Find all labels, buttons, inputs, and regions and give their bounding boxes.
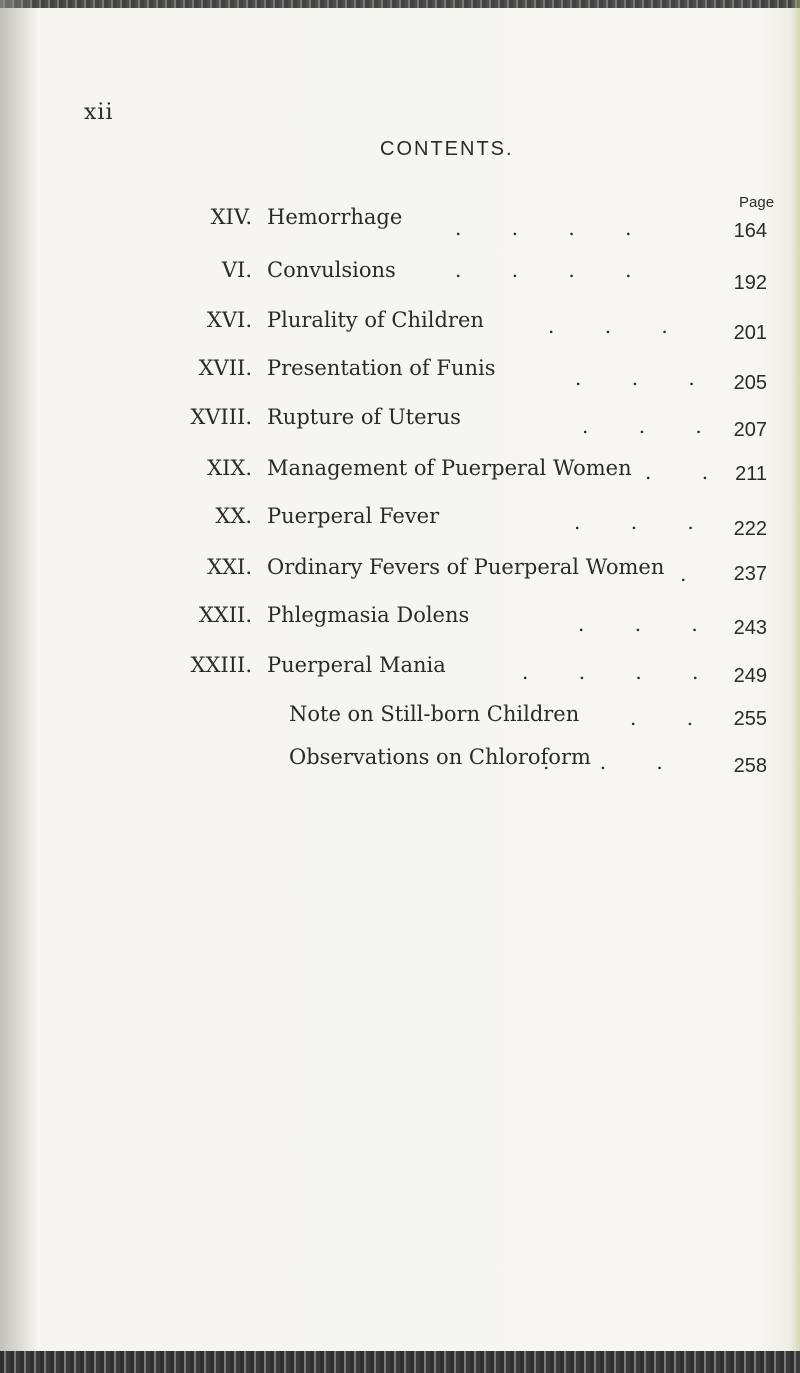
leader-dots: . . . . xyxy=(455,258,654,282)
leader-dots: . . xyxy=(645,460,731,484)
chapter-numeral: VI. xyxy=(221,258,252,282)
chapter-title: Rupture of Uterus xyxy=(267,405,461,429)
chapter-title: Puerperal Mania xyxy=(267,653,446,677)
leader-dots: . xyxy=(680,562,709,586)
chapter-numeral: XIX. xyxy=(207,456,252,480)
toc-entry xyxy=(0,258,800,292)
chapter-page: 249 xyxy=(733,665,767,687)
chapter-numeral: XX. xyxy=(215,504,252,528)
chapter-title: Phlegmasia Dolens xyxy=(267,603,470,627)
chapter-page: 211 xyxy=(735,463,767,485)
chapter-page: 201 xyxy=(733,322,767,344)
chapter-title: Puerperal Fever xyxy=(267,504,440,528)
chapter-numeral: XVIII. xyxy=(190,405,252,429)
leader-dots: . . xyxy=(630,706,716,730)
leader-dots: . . . xyxy=(543,750,685,774)
chapter-numeral: XVII. xyxy=(198,356,252,380)
chapter-numeral: XIV. xyxy=(210,205,252,229)
leader-dots: . . . xyxy=(574,510,716,534)
chapter-page: 207 xyxy=(733,419,767,441)
page-bottom-edge xyxy=(0,1351,800,1373)
chapter-title: Observations on Chloroform xyxy=(289,745,591,769)
leader-dots: . . . xyxy=(548,314,690,338)
chapter-title: Convulsions xyxy=(267,258,396,282)
chapter-title: Management of Puerperal Women xyxy=(267,456,632,480)
chapter-title: Presentation of Funis xyxy=(267,356,496,380)
chapter-page: 258 xyxy=(733,755,767,777)
chapter-page: 237 xyxy=(733,563,767,585)
chapter-page: 243 xyxy=(733,617,767,639)
chapter-page: 222 xyxy=(733,518,767,540)
chapter-title: Hemorrhage xyxy=(267,205,403,229)
chapter-numeral: XVI. xyxy=(206,308,252,332)
chapter-numeral: XXIII. xyxy=(190,653,252,677)
chapter-title: Note on Still-born Children xyxy=(289,702,580,726)
page-number: xii xyxy=(84,100,114,125)
chapter-page: 255 xyxy=(733,708,767,730)
chapter-title: Ordinary Fevers of Puerperal Women xyxy=(267,555,665,579)
page-top-edge xyxy=(0,0,800,8)
chapter-numeral: XXI. xyxy=(207,555,252,579)
page-title: CONTENTS. xyxy=(380,138,514,160)
leader-dots: . . . xyxy=(578,612,720,636)
chapter-page: 192 xyxy=(733,272,767,294)
toc-entry xyxy=(0,205,800,242)
page-column-label: Page xyxy=(739,194,775,211)
leader-dots: . . . . xyxy=(522,660,721,684)
leader-dots: . . . xyxy=(582,414,724,438)
chapter-page: 164 xyxy=(733,220,767,242)
chapter-title: Plurality of Children xyxy=(267,308,484,332)
leader-dots: . . . . xyxy=(455,216,654,240)
chapter-numeral: XXII. xyxy=(198,603,252,627)
leader-dots: . . . xyxy=(575,366,717,390)
chapter-page: 205 xyxy=(733,372,767,394)
